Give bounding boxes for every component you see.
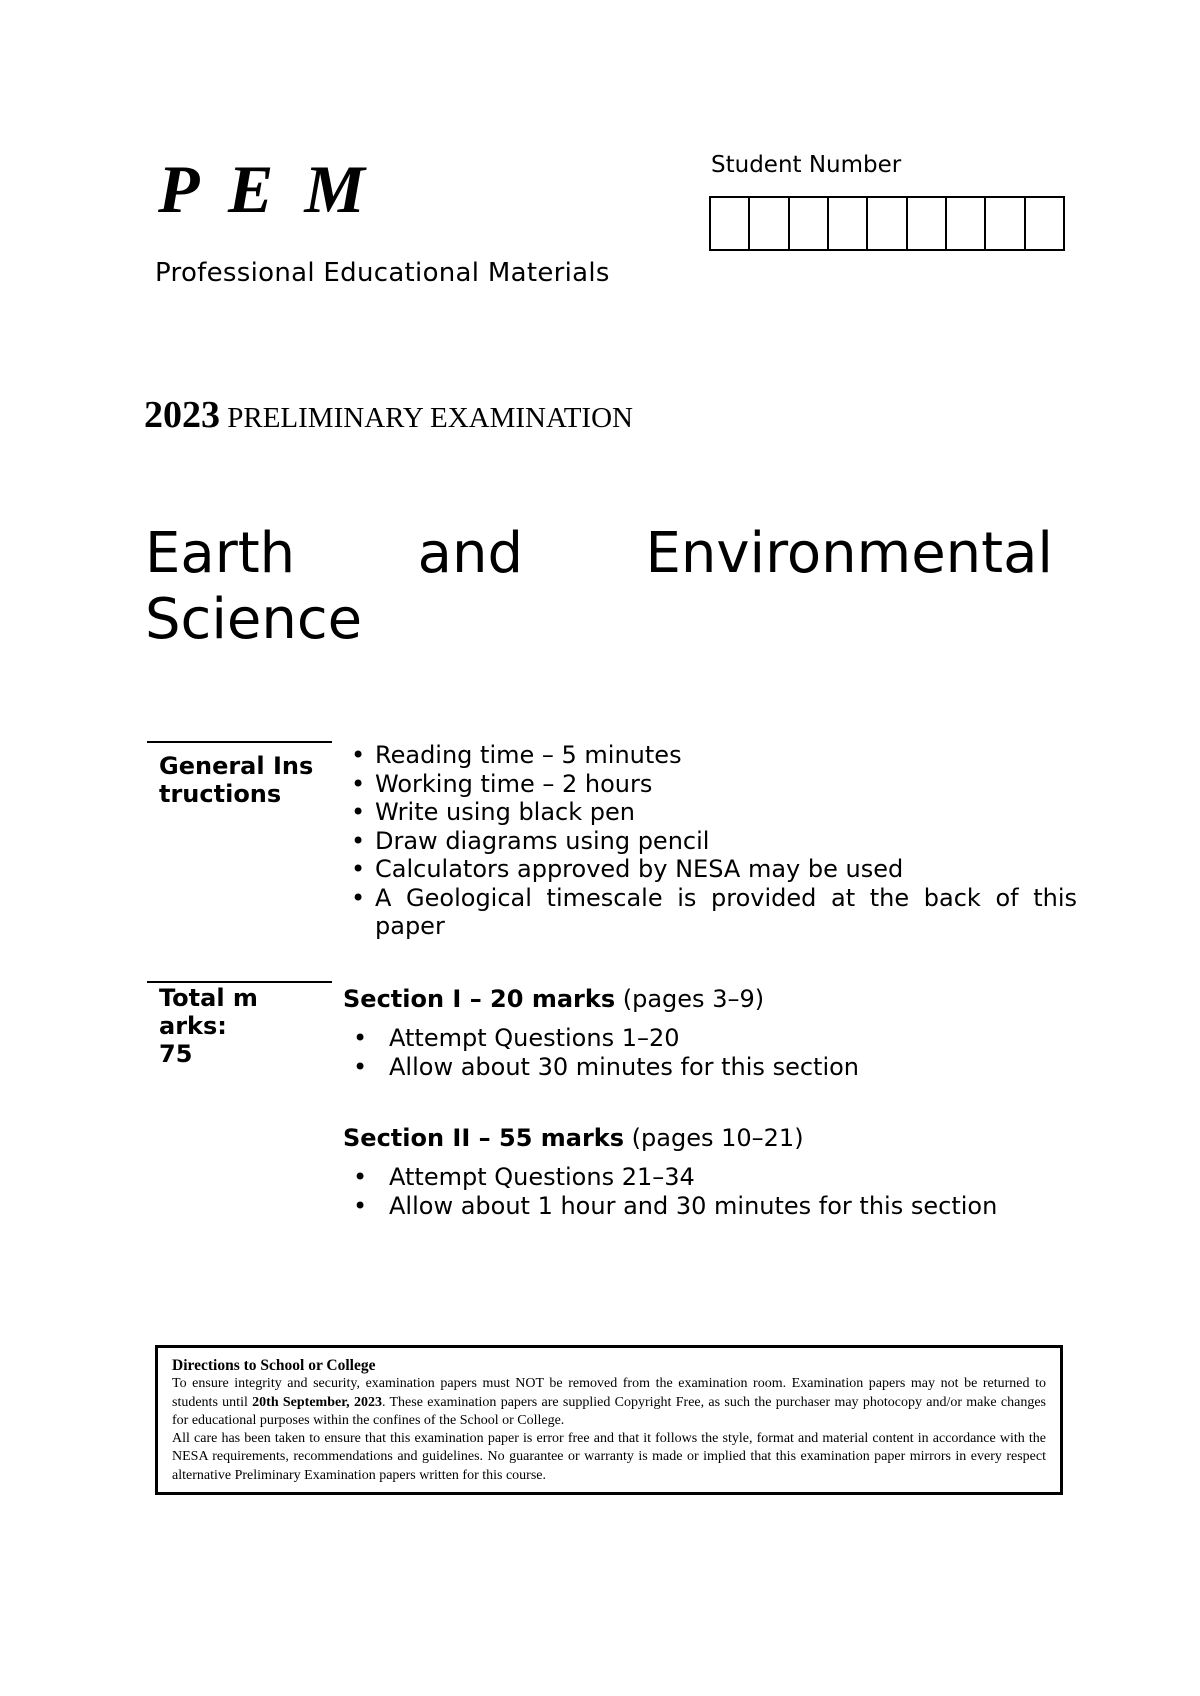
exam-name: PRELIMINARY EXAMINATION bbox=[227, 402, 633, 434]
student-number-digit-box[interactable] bbox=[750, 198, 789, 249]
section-2-pages: (pages 10–21) bbox=[631, 1124, 804, 1152]
subject-word: Environmental bbox=[645, 521, 1053, 586]
list-item: • Allow about 30 minutes for this section bbox=[343, 1053, 859, 1082]
student-number-digit-box[interactable] bbox=[1026, 198, 1063, 249]
total-marks-label bbox=[159, 984, 319, 1068]
list-item: • Working time – 2 hours bbox=[347, 770, 1077, 799]
list-item: • A Geological timescale is provided at the back of this paper bbox=[347, 884, 1077, 941]
subject-title-line1 bbox=[145, 521, 1053, 587]
list-item: • Attempt Questions 1–20 bbox=[343, 1024, 859, 1053]
student-number-digit-box[interactable] bbox=[829, 198, 868, 249]
general-instructions-list bbox=[347, 741, 1077, 941]
directions-box bbox=[155, 1345, 1063, 1495]
student-number-digit-box[interactable] bbox=[908, 198, 947, 249]
exam-year: 2023 bbox=[144, 394, 220, 436]
student-number-digit-box[interactable] bbox=[986, 198, 1025, 249]
student-number-digit-box[interactable] bbox=[711, 198, 750, 249]
total-marks-value: 75 bbox=[159, 1040, 193, 1068]
directions-title: Directions to School or College bbox=[172, 1357, 376, 1374]
list-item: • Write using black pen bbox=[347, 798, 1077, 827]
subject-word: and bbox=[417, 521, 524, 586]
exam-title bbox=[144, 393, 633, 437]
section-2-title: Section II – 55 marks bbox=[343, 1124, 625, 1152]
student-number-label: Student Number bbox=[711, 152, 902, 178]
subject-word: Earth bbox=[145, 521, 296, 586]
return-date: 20th September, 2023 bbox=[252, 1394, 382, 1410]
directions-text: . These examination papers are supplied Copyright Free, as such the purchaser may photocopy and/or make changes for educational purposes within the confines of the School or College. bbox=[172, 1394, 1046, 1428]
section-1-title: Section I – 20 marks bbox=[343, 985, 616, 1013]
directions-paragraph bbox=[172, 1375, 1046, 1430]
directions-paragraph: All care has been taken to ensure that this examination paper is error free and that it follows the style, format and material content in accordance with the NESA requirements, recommendations and guidelines. No guarantee or warranty is made or implied that this examination paper mirrors in every respect alternative Preliminary Examination papers written for this course. bbox=[172, 1431, 1046, 1483]
student-number-digit-box[interactable] bbox=[790, 198, 829, 249]
pem-logo: P E M bbox=[158, 151, 372, 227]
subject-title-line2: Science bbox=[145, 587, 363, 652]
total-marks-text: Total marks: bbox=[159, 984, 258, 1040]
section-1-list bbox=[343, 1024, 859, 1082]
divider bbox=[147, 741, 332, 743]
section-2-heading bbox=[343, 1124, 804, 1152]
directions-text: To ensure integrity and security, examination papers must NOT be removed from the examination room. Examination papers may not be returned to students until bbox=[172, 1376, 1046, 1410]
general-instructions-label: General Instructions bbox=[159, 752, 314, 808]
section-2-list bbox=[343, 1163, 997, 1221]
list-item: • Allow about 1 hour and 30 minutes for this section bbox=[343, 1192, 997, 1221]
divider bbox=[147, 981, 332, 983]
student-number-digit-box[interactable] bbox=[947, 198, 986, 249]
student-number-digit-box[interactable] bbox=[868, 198, 907, 249]
list-item: • Attempt Questions 21–34 bbox=[343, 1163, 997, 1192]
section-1-pages: (pages 3–9) bbox=[622, 985, 765, 1013]
student-number-boxes[interactable] bbox=[709, 196, 1065, 251]
subject-title bbox=[145, 521, 1053, 653]
list-item: • Reading time – 5 minutes bbox=[347, 741, 1077, 770]
section-1-heading bbox=[343, 985, 764, 1013]
logo-subtitle: Professional Educational Materials bbox=[155, 258, 610, 288]
list-item: • Draw diagrams using pencil bbox=[347, 827, 1077, 856]
list-item: • Calculators approved by NESA may be used bbox=[347, 855, 1077, 884]
